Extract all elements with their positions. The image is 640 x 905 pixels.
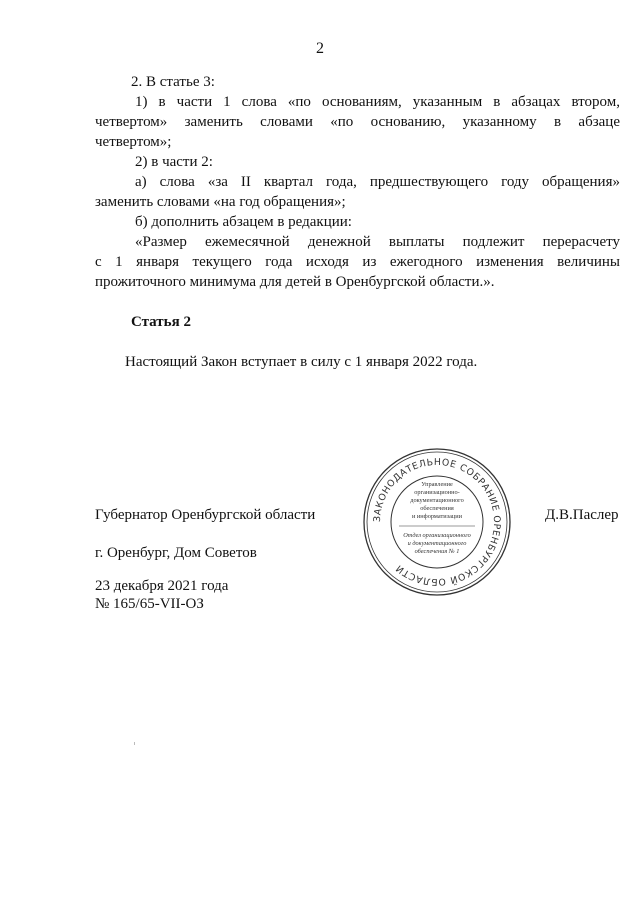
- scan-speck: [134, 742, 135, 745]
- seal-line-3: документационного: [410, 497, 464, 504]
- paragraph-part-1-cont: четвертом» заменить словами «по основанию, указанному в абзаце: [95, 114, 620, 130]
- seal-line-4: обеспечения: [420, 505, 454, 512]
- paragraph-quote-cont: с 1 января текущего года исходя из ежегодного изменения величины: [95, 254, 620, 270]
- seal-dept-line-2: и документационного: [407, 540, 467, 547]
- seal-dept-line-3: обеспечения № 1: [414, 548, 460, 555]
- paragraph-part-1: 1) в части 1 слова «по основаниям, указанным в абзацах втором,: [135, 94, 620, 110]
- signature-place: г. Оренбург, Дом Советов: [95, 545, 257, 561]
- paragraph-item-2: 2. В статье 3:: [131, 74, 215, 90]
- paragraph-sub-a-cont: заменить словами «на год обращения»;: [95, 194, 346, 210]
- article-title: Статья 2: [131, 314, 191, 330]
- signature-position: Губернатор Оренбургской области: [95, 507, 316, 523]
- seal-dept-line-1: Отдел организационного: [403, 532, 471, 539]
- page-number: 2: [316, 40, 324, 57]
- seal-line-5: и информатизации: [411, 513, 463, 520]
- article-text: Настоящий Закон вступает в силу с 1 января 2022 года.: [125, 354, 478, 370]
- signature-date: 23 декабря 2021 года: [95, 578, 229, 594]
- paragraph-part-1-end: четвертом»;: [95, 134, 172, 150]
- seal-ring-text: ЗАКОНОДАТЕЛЬНОЕ СОБРАНИЕ ОРЕНБУРГСКОЙ ОБЛАСТИ: [371, 456, 503, 588]
- paragraph-part-2: 2) в части 2:: [135, 154, 213, 170]
- paragraph-quote-end: прожиточного минимума для детей в Оренбургской области.».: [95, 274, 495, 290]
- paragraph-sub-b: б) дополнить абзацем в редакции:: [135, 214, 352, 230]
- seal-line-1: Управление: [421, 481, 453, 488]
- paragraph-quote: «Размер ежемесячной денежной выплаты подлежит перерасчету: [135, 234, 620, 250]
- seal-graphic: [361, 446, 513, 598]
- signature-number: № 165/65-VII-ОЗ: [95, 596, 204, 612]
- signature-name: Д.В.Паслер: [545, 507, 619, 523]
- document-body: [95, 72, 620, 372]
- official-seal: [361, 446, 513, 598]
- paragraph-sub-a: а) слова «за II квартал года, предшествующего году обращения»: [135, 174, 620, 190]
- seal-line-2: организационно-: [414, 489, 460, 496]
